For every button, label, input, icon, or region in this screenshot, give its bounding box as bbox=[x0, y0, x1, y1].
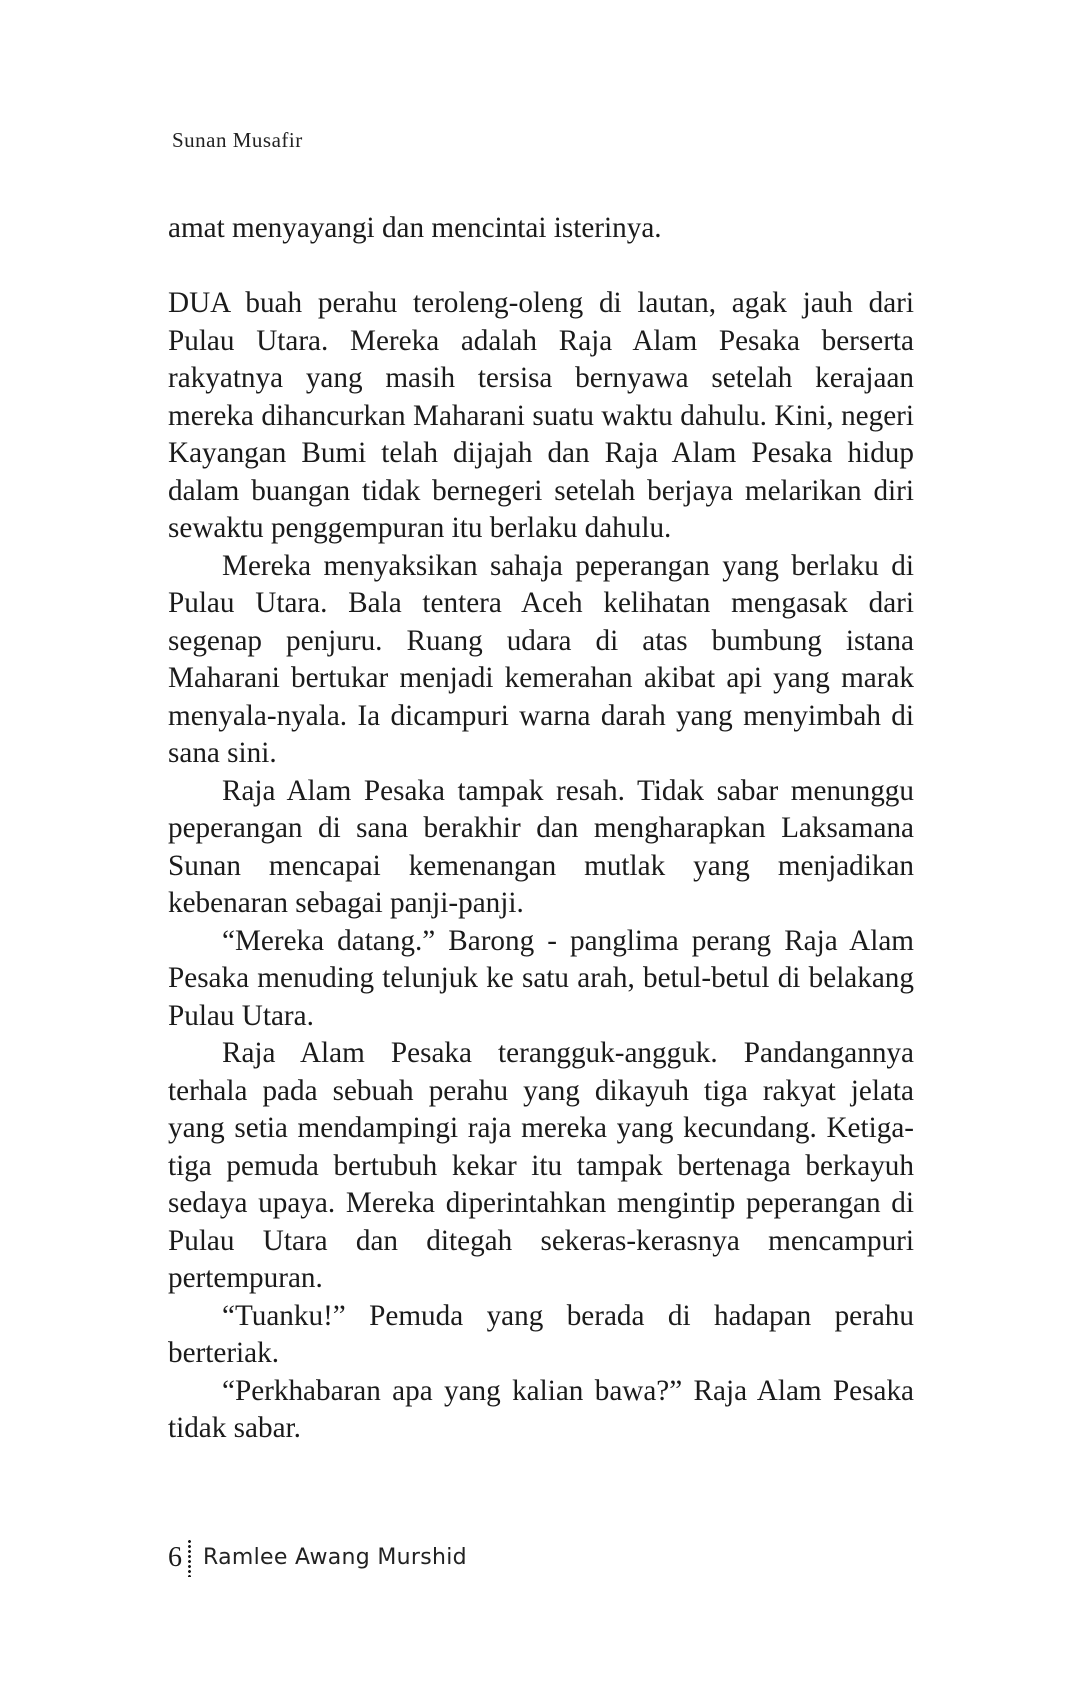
paragraph: amat menyayangi dan mencintai isterinya. bbox=[168, 212, 662, 244]
page-number: 6 bbox=[168, 1542, 182, 1573]
paragraph: DUA buah perahu teroleng-oleng di lautan, agak jauh dari Pulau Utara. Mereka adalah Raja Alam Pesaka berserta rakyatnya yang masih tersisa bernyawa setelah kerajaan mereka dihancurkan Maharani suatu waktu dahulu. Kini, negeri Kayangan Bumi telah dijajah dan Raja Alam Pesaka hidup dalam buangan tidak bernegeri setelah berjaya melarikan diri sewaktu penggempuran itu berlaku dahulu. bbox=[168, 287, 914, 544]
paragraph: “Perkhabaran apa yang kalian bawa?” Raja Alam Pesaka tidak sabar. bbox=[168, 1374, 914, 1444]
paragraph: Raja Alam Pesaka tampak resah. Tidak sabar menunggu peperangan di sana berakhir dan mengharapkan Laksamana Sunan mencapai kemenangan mutlak yang menjadikan kebenaran sebagai panji-panji. bbox=[168, 774, 914, 919]
paragraph: “Tuanku!” Pemuda yang berada di hadapan perahu berteriak. bbox=[168, 1299, 914, 1369]
paragraph: Mereka menyaksikan sahaja peperangan yang berlaku di Pulau Utara. Bala tentera Aceh kelihatan mengasak dari segenap penjuru. Ruang udara di atas bumbung istana Maharani bertukar menjadi kemerahan akibat api yang marak menyala-nyala. Ia dicampuri warna darah yang menyimbah di sana sini. bbox=[168, 549, 914, 769]
author-name: Ramlee Awang Murshid bbox=[203, 1545, 467, 1570]
running-head: Sunan Musafir bbox=[172, 128, 303, 152]
page-footer bbox=[168, 1538, 467, 1578]
paragraph: “Mereka datang.” Barong - panglima perang Raja Alam Pesaka menuding telunjuk ke satu arah, betul-betul di belakang Pulau Utara. bbox=[168, 924, 914, 1032]
paragraph: Raja Alam Pesaka terangguk-angguk. Pandangannya terhala pada sebuah perahu yang dikayuh tiga rakyat jelata yang setia mendampingi raja mereka yang kecundang. Ketiga-tiga pemuda bertubuh kekar itu tampak bertenaga berkayuh sedaya upaya. Mereka diperintahkan mengintip peperangan di Pulau Utara dan ditegah sekeras-kerasnya mencampuri pertempuran. bbox=[168, 1037, 914, 1294]
page-body bbox=[168, 210, 914, 1448]
dotted-divider bbox=[188, 1539, 191, 1577]
